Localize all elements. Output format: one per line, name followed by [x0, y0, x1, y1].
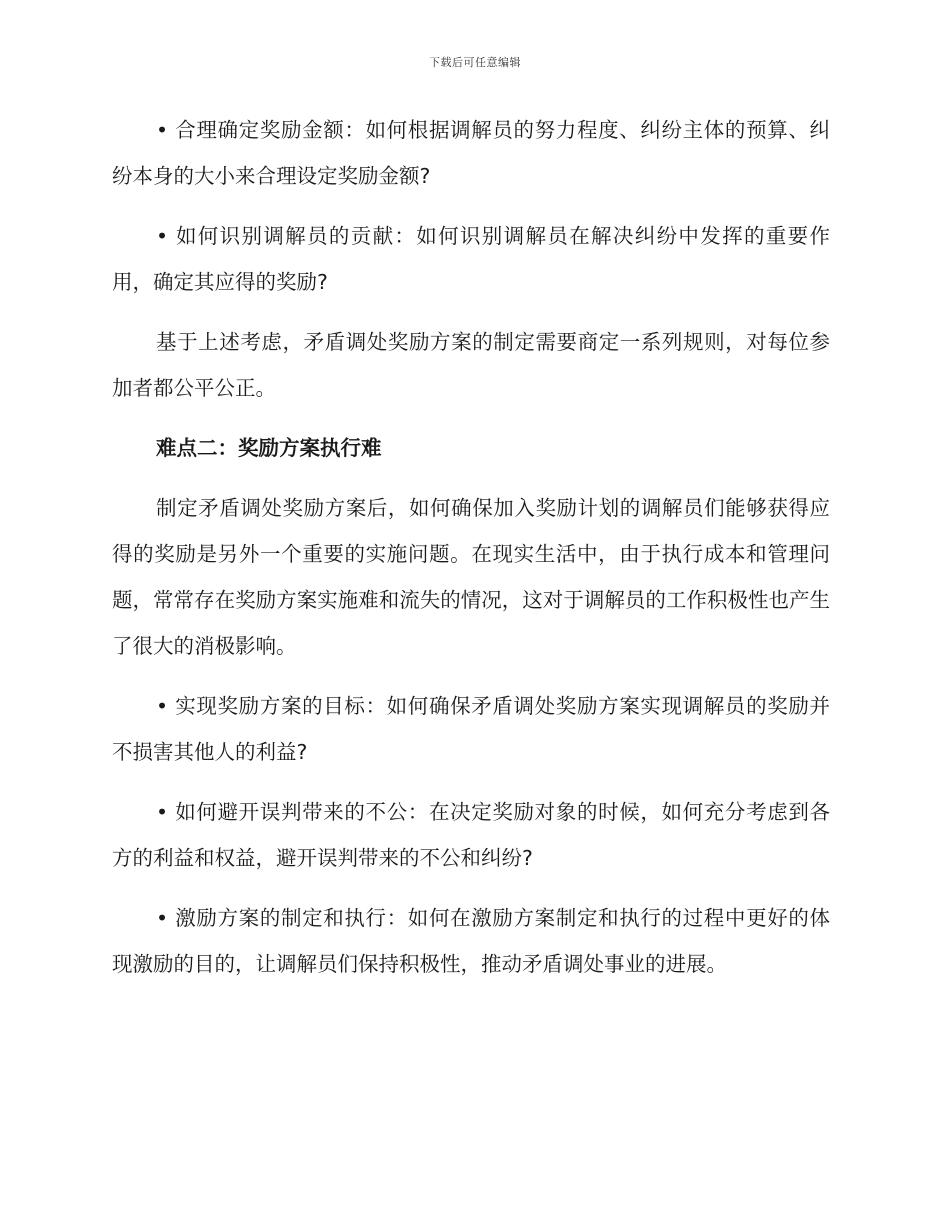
- body-paragraph-summary: 基于上述考虑，矛盾调处奖励方案的制定需要商定一系列规则，对每位参加者都公平公正。: [112, 330, 830, 400]
- page-header: 下载后可任意编辑: [429, 56, 521, 69]
- bullet-paragraph-avoid-misjudgment: • 如何避开误判带来的不公：在决定奖励对象的时候，如何充分考虑到各方的利益和权益，避开误判带来的不公和纠纷?: [112, 800, 830, 870]
- bullet-paragraph-reward-goal: • 实现奖励方案的目标：如何确保矛盾调处奖励方案实现调解员的奖励并不损害其他人的利益?: [112, 694, 830, 764]
- bullet-paragraph-incentive-plan: • 激励方案的制定和执行：如何在激励方案制定和执行的过程中更好的体现激励的目的，让调解员们保持积极性，推动矛盾调处事业的进展。: [112, 906, 830, 976]
- body-paragraph-execution: 制定矛盾调处奖励方案后，如何确保加入奖励计划的调解员们能够获得应得的奖励是另外一个重要的实施问题。在现实生活中，由于执行成本和管理问题，常常存在奖励方案实施难和流失的情况，这对于调解员的工作积极性也产生了很大的消极影响。: [112, 496, 830, 658]
- bullet-paragraph-mediator-contribution: • 如何识别调解员的贡献：如何识别调解员在解决纠纷中发挥的重要作用，确定其应得的奖励?: [112, 224, 830, 294]
- section-heading-difficulty-two: 难点二：奖励方案执行难: [156, 436, 382, 460]
- document-body: [112, 107, 830, 1001]
- bullet-paragraph-reward-amount: • 合理确定奖励金额：如何根据调解员的努力程度、纠纷主体的预算、纠纷本身的大小来合理设定奖励金额?: [112, 118, 830, 188]
